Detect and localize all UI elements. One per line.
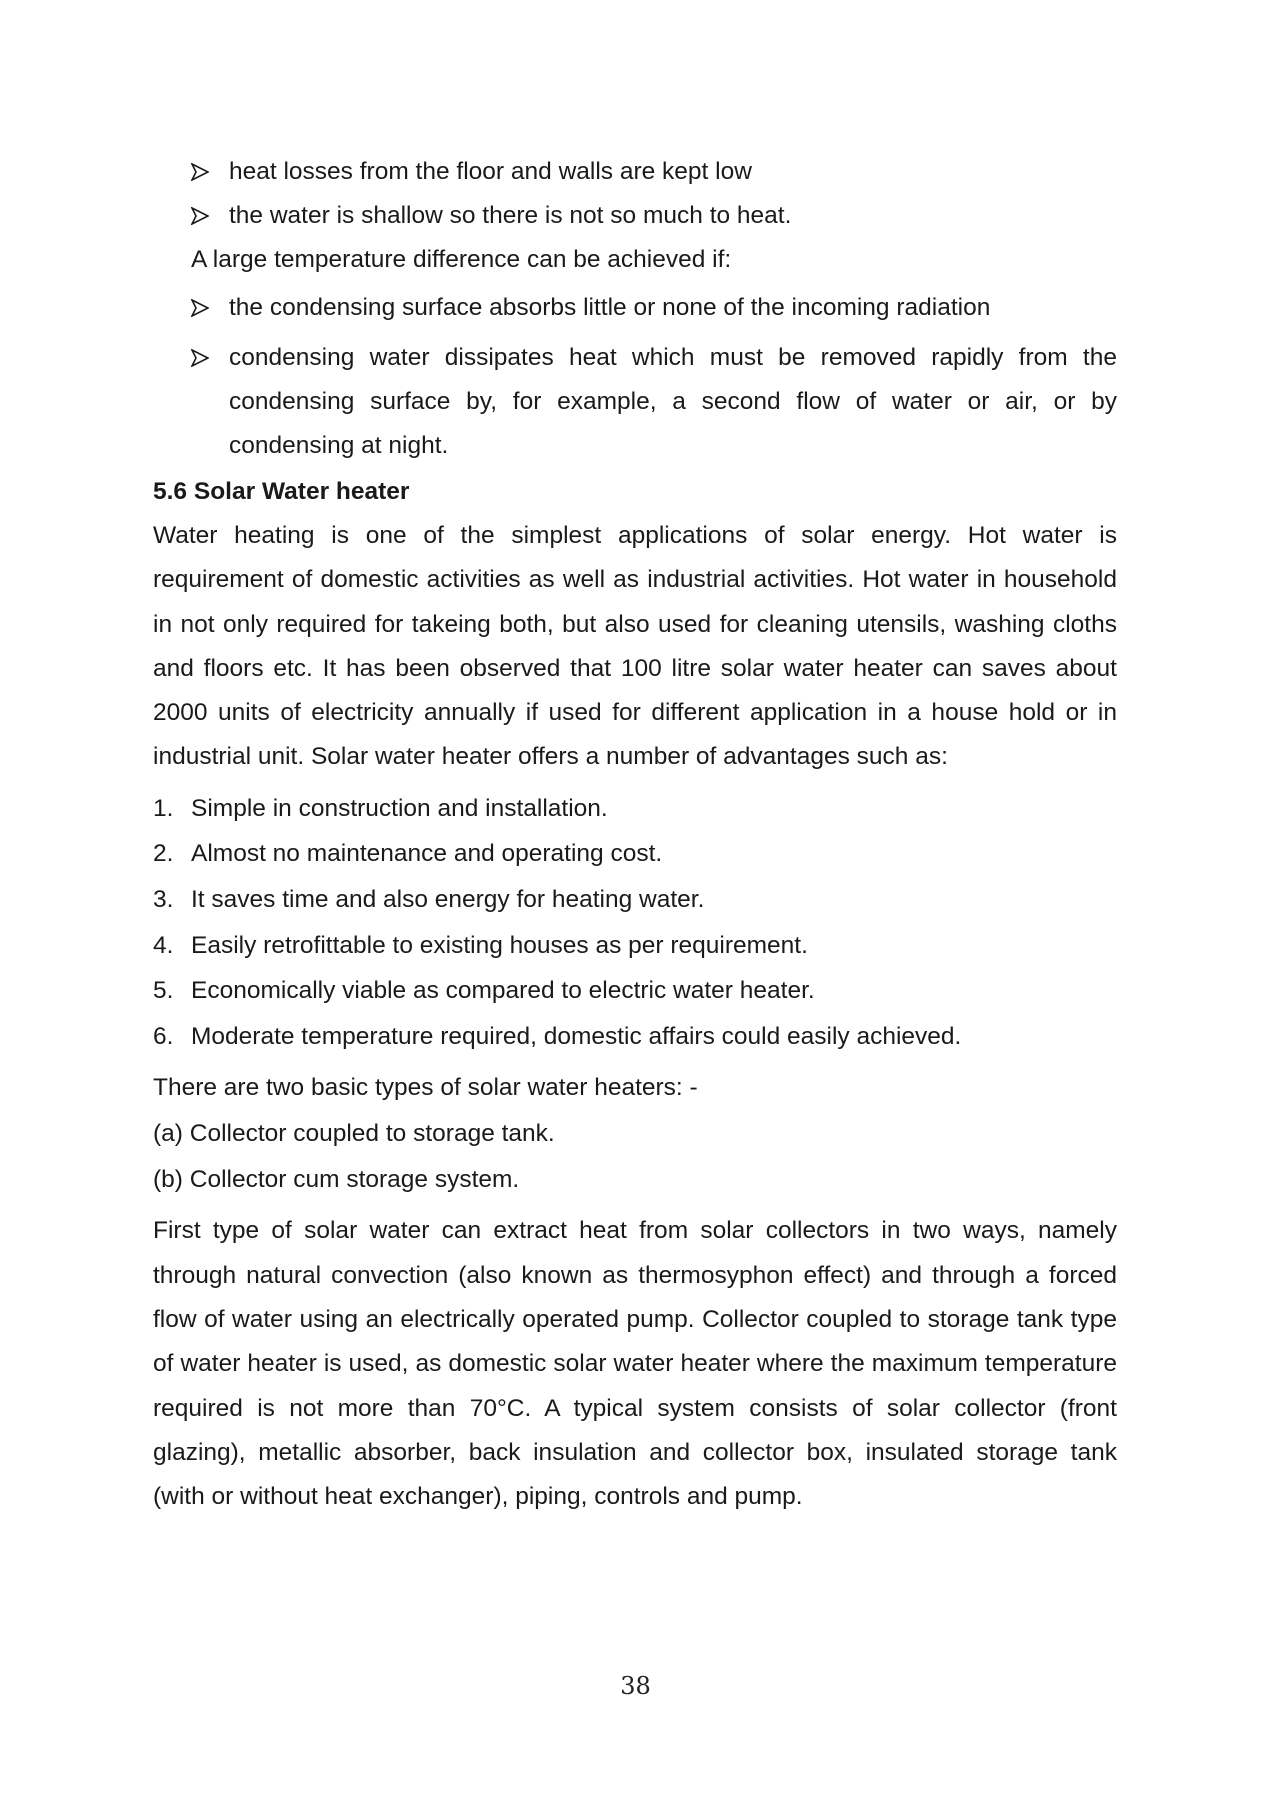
- list-item: [153, 831, 1117, 877]
- list-item: [153, 923, 1117, 969]
- list-text: Easily retrofittable to existing houses as per requirement.: [191, 931, 808, 959]
- intro-line: A large temperature difference can be achieved if:: [191, 246, 732, 273]
- type-a: (a) Collector coupled to storage tank.: [153, 1120, 555, 1148]
- list-text: Moderate temperature required, domestic affairs could easily achieved.: [191, 1022, 962, 1050]
- bullet-text: the water is shallow so there is not so much to heat.: [229, 202, 792, 229]
- arrowhead-bullet-icon: [191, 286, 213, 330]
- list-text: It saves time and also energy for heating water.: [191, 885, 705, 913]
- bullet-item: [153, 150, 1117, 194]
- list-number: 5.: [153, 977, 174, 1005]
- bullet-text: the condensing surface absorbs little or none of the incoming radiation: [229, 294, 991, 321]
- arrowhead-bullet-icon: [191, 150, 213, 194]
- paragraph-intro: Water heating is one of the simplest applications of solar energy. Hot water is requirement of domestic activities as well as industrial activities. Hot water in household in not only required for takeing both, but also used for cleaning utensils, washing cloths and floors etc. It has been observed that 100 litre solar water heater can saves about 2000 units of electricity annually if used for different application in a house hold or in industrial unit. Solar water heater offers a number of advantages such as:: [153, 522, 1117, 771]
- types-intro: There are two basic types of solar water heaters: -: [153, 1074, 698, 1102]
- arrowhead-bullet-icon: [191, 194, 213, 238]
- list-item: [153, 877, 1117, 923]
- bullet-item: [153, 336, 1117, 468]
- list-number: 1.: [153, 794, 174, 822]
- list-number: 2.: [153, 840, 174, 868]
- list-number: 6.: [153, 1022, 174, 1050]
- advantages-list: [153, 786, 1117, 1060]
- list-item: [153, 968, 1117, 1014]
- list-number: 4.: [153, 931, 174, 959]
- bullet-item: [153, 194, 1117, 238]
- arrowhead-bullet-icon: [191, 336, 213, 380]
- bullet-text: condensing water dissipates heat which must be removed rapidly from the condensing surface by, for example, a second flow of water or air, or by condensing at night.: [229, 344, 1117, 459]
- document-page: [153, 150, 1117, 1519]
- list-text: Economically viable as compared to electric water heater.: [191, 977, 815, 1005]
- type-b: (b) Collector cum storage system.: [153, 1166, 520, 1194]
- section-heading: 5.6 Solar Water heater: [153, 478, 410, 505]
- list-text: Almost no maintenance and operating cost.: [191, 840, 663, 868]
- list-item: [153, 1014, 1117, 1060]
- bullet-item: [153, 286, 1117, 330]
- list-item: [153, 786, 1117, 832]
- bullet-text: heat losses from the floor and walls are kept low: [229, 158, 752, 185]
- list-text: Simple in construction and installation.: [191, 794, 608, 822]
- list-number: 3.: [153, 885, 174, 913]
- page-number: 38: [620, 1672, 651, 1700]
- paragraph-types: First type of solar water can extract heat from solar collectors in two ways, namely through natural convection (also known as thermosyphon effect) and through a forced flow of water using an electrically operated pump. Collector coupled to storage tank type of water heater is used, as domestic solar water heater where the maximum temperature required is not more than 70°C. A typical system consists of solar collector (front glazing), metallic absorber, back insulation and collector box, insulated storage tank (with or without heat exchanger), piping, controls and pump.: [153, 1217, 1117, 1511]
